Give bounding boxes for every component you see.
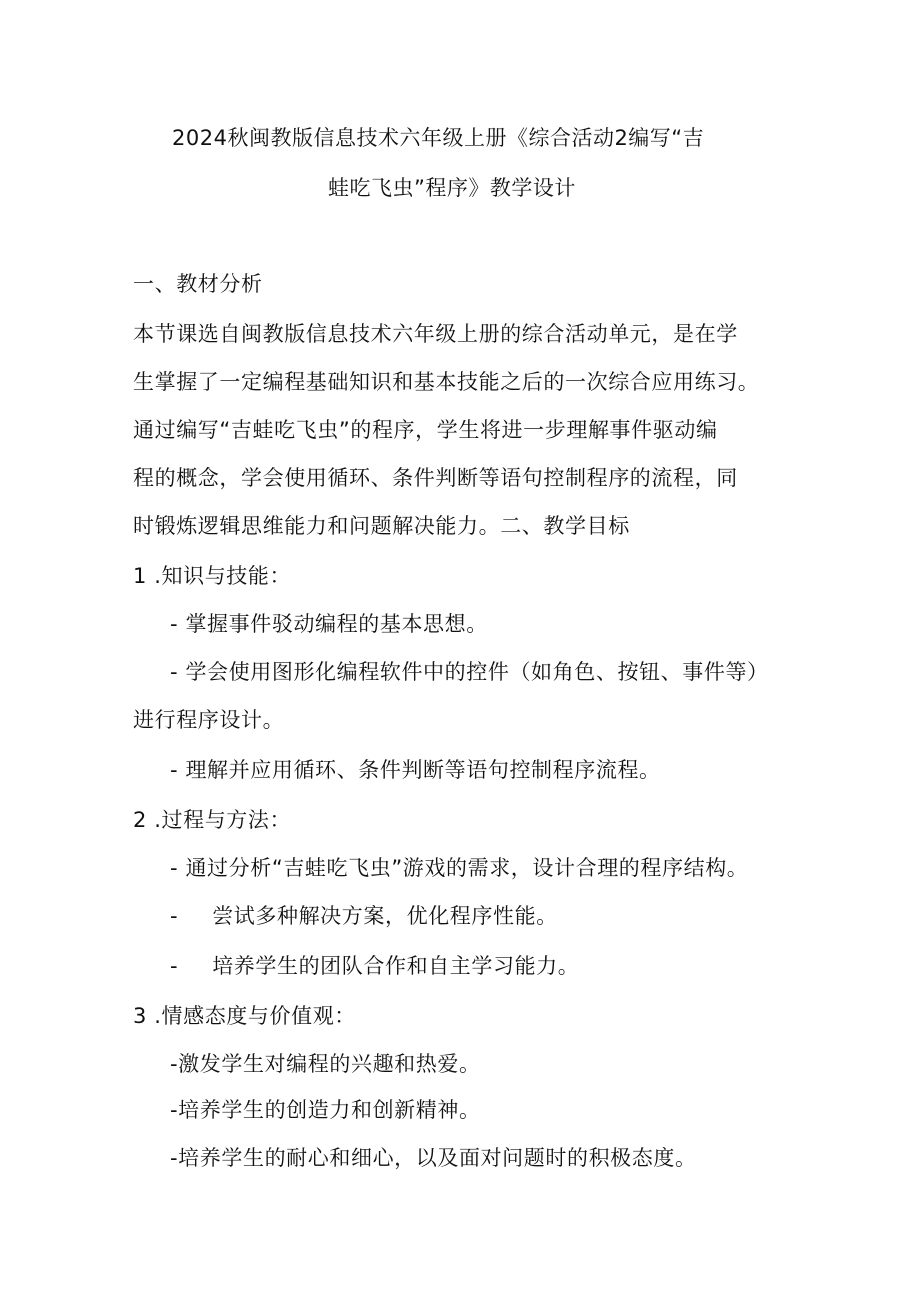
paragraph-line: 本节课选自闽教版信息技术六年级上册的综合活动单元，是在学 (133, 322, 738, 346)
goal-heading-process: 2 .过程与方法： (133, 808, 292, 832)
goal-item-text: 尝试多种解决方案，优化程序性能。 (212, 904, 558, 928)
goal-item: - 掌握事件驳动编程的基本思想。 (170, 612, 488, 636)
goal-item: - 学会使用图形化编程软件中的控件（如角色、按钮、事件等） (170, 660, 769, 684)
list-dash: - (170, 954, 179, 978)
section-heading-materials: 一、教材分析 (133, 272, 263, 296)
goal-item (170, 900, 558, 930)
paragraph-line: 生掌握了一定编程基础知识和基本技能之后的一次综合应用练习。 (133, 370, 760, 394)
goal-item (170, 950, 579, 980)
goal-heading-attitude: 3 .情感态度与价值观： (133, 1004, 356, 1028)
paragraph-line: 通过编写“吉蛙吃飞虫”的程序，学生将进一步理解事件驱动编 (133, 418, 718, 442)
goal-item-text: 培养学生的团队合作和自主学习能力。 (212, 954, 580, 978)
document-title-line-2: 蛙吃飞虫”程序》教学设计 (328, 176, 576, 200)
paragraph-line: 时锻炼逻辑思维能力和问题解决能力。二、教学目标 (133, 514, 630, 538)
list-dash: - (170, 904, 179, 928)
goal-item-continuation: 进行程序设计。 (133, 708, 285, 732)
goal-heading-knowledge: 1 .知识与技能： (133, 564, 292, 588)
goal-item: -激发学生对编程的兴趣和热爱。 (170, 1052, 481, 1076)
paragraph-line: 程的概念，学会使用循环、条件判断等语句控制程序的流程，同 (133, 466, 738, 490)
document-title-line-1: 2024秋闽教版信息技术六年级上册《综合活动2编写“吉 (172, 126, 705, 150)
goal-item: - 通过分析“吉蛙吃飞虫”游戏的需求，设计合理的程序结构。 (170, 856, 749, 880)
goal-item: -培养学生的耐心和细心，以及面对问题时的积极态度。 (170, 1146, 697, 1170)
goal-item: -培养学生的创造力和创新精神。 (170, 1098, 481, 1122)
goal-item: - 理解并应用循环、条件判断等语句控制程序流程。 (170, 758, 661, 782)
